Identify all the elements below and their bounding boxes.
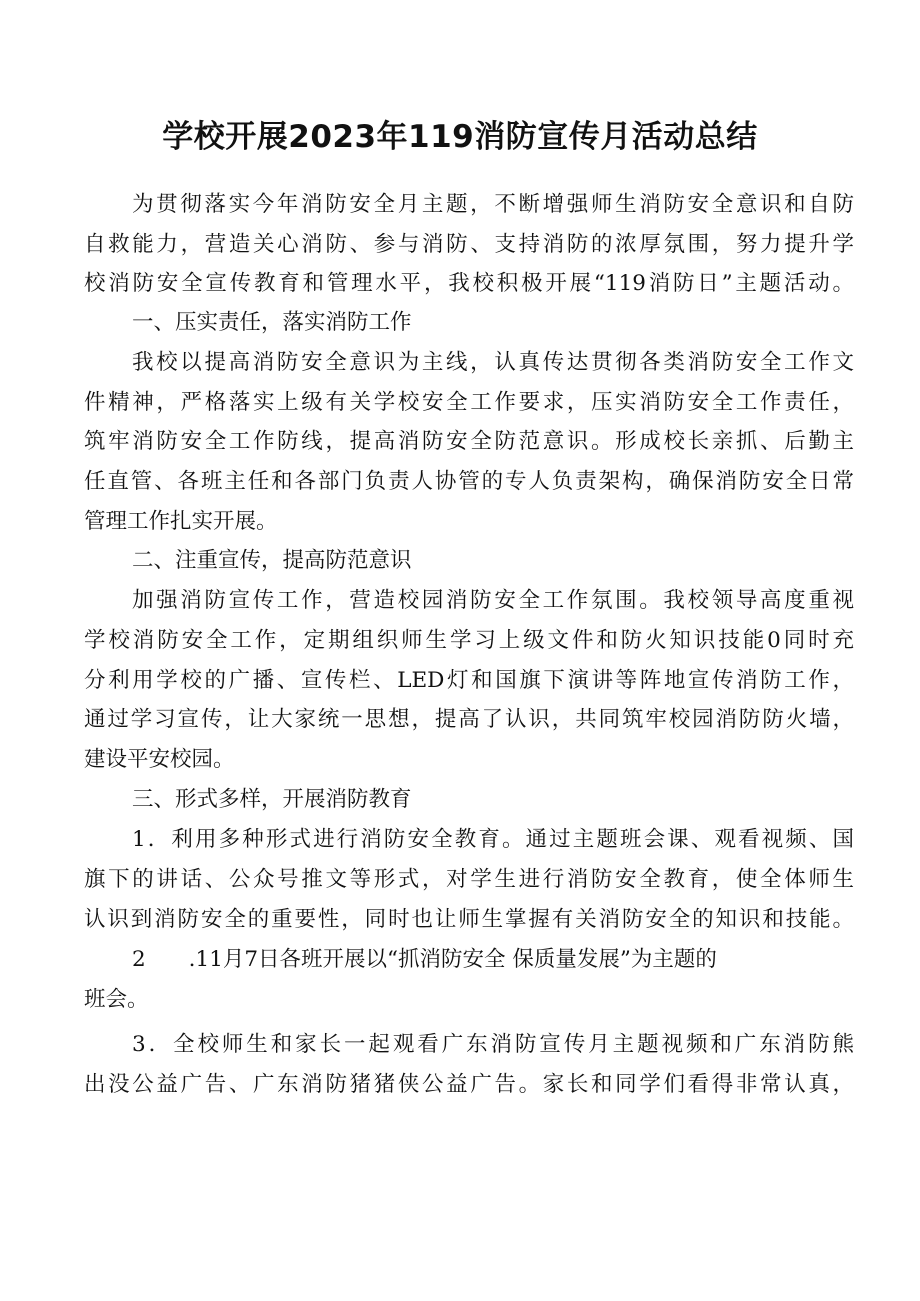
section-3-item-3-line-2: 出没公益广告、广东消防猪猪侠公益广告。家长和同学们看得非常认真，	[84, 1072, 854, 1097]
section-1-line-5: 管理工作扎实开展。	[84, 509, 278, 534]
section-1-line-2: 件精神，严格落实上级有关学校安全工作要求，压实消防安全工作责任，	[84, 390, 854, 415]
section-3-item-1-line-1: 1．利用多种形式进行消防安全教育。通过主题班会课、观看视频、国	[132, 827, 854, 852]
section-3-item-1-line-2: 旗下的讲话、公众号推文等形式，对学生进行消防安全教育，使全体师生	[84, 867, 854, 892]
document-title: 学校开展2023年119消防宣传月活动总结	[162, 119, 758, 155]
section-1-line-4: 任直管、各班主任和各部门负责人协管的专人负责架构，确保消防安全日常	[84, 469, 854, 494]
section-2-line-5: 建设平安校园。	[84, 747, 235, 772]
intro-line-2: 自救能力，营造关心消防、参与消防、支持消防的浓厚氛围，努力提升学	[84, 232, 854, 257]
section-3-heading: 三、形式多样，开展消防教育	[132, 787, 412, 812]
section-3-item-3-line-1: 3．全校师生和家长一起观看广东消防宣传月主题视频和广东消防熊	[132, 1032, 854, 1057]
section-3-item-2-line-2: 班会。	[84, 987, 149, 1012]
section-2-line-1: 加强消防宣传工作，营造校园消防安全工作氛围。我校领导高度重视	[132, 588, 854, 613]
intro-line-3: 校消防安全宣传教育和管理水平，我校积极开展“119消防日”主题活动。	[84, 271, 854, 296]
section-2-line-2: 学校消防安全工作，定期组织师生学习上级文件和防火知识技能0同时充	[84, 628, 854, 653]
section-1-line-3: 筑牢消防安全工作防线，提高消防安全防范意识。形成校长亲抓、后勤主	[84, 429, 854, 454]
intro-line-1: 为贯彻落实今年消防安全月主题，不断增强师生消防安全意识和自防	[132, 192, 854, 217]
section-1-line-1: 我校以提高消防安全意识为主线，认真传达贯彻各类消防安全工作文	[132, 350, 854, 375]
section-2-line-3: 分利用学校的广播、宣传栏、LED灯和国旗下演讲等阵地宣传消防工作，	[84, 668, 854, 693]
section-2-heading: 二、注重宣传，提高防范意识	[132, 548, 412, 573]
section-3-item-2-line-1: 2 .11月7日各班开展以“抓消防安全 保质量发展”为主题的	[132, 947, 717, 972]
section-1-heading: 一、压实责任，落实消防工作	[132, 310, 412, 335]
section-3-item-1-line-3: 认识到消防安全的重要性，同时也让师生掌握有关消防安全的知识和技能。	[84, 907, 854, 932]
section-2-line-4: 通过学习宣传，让大家统一思想，提高了认识，共同筑牢校园消防防火墙，	[84, 707, 854, 732]
